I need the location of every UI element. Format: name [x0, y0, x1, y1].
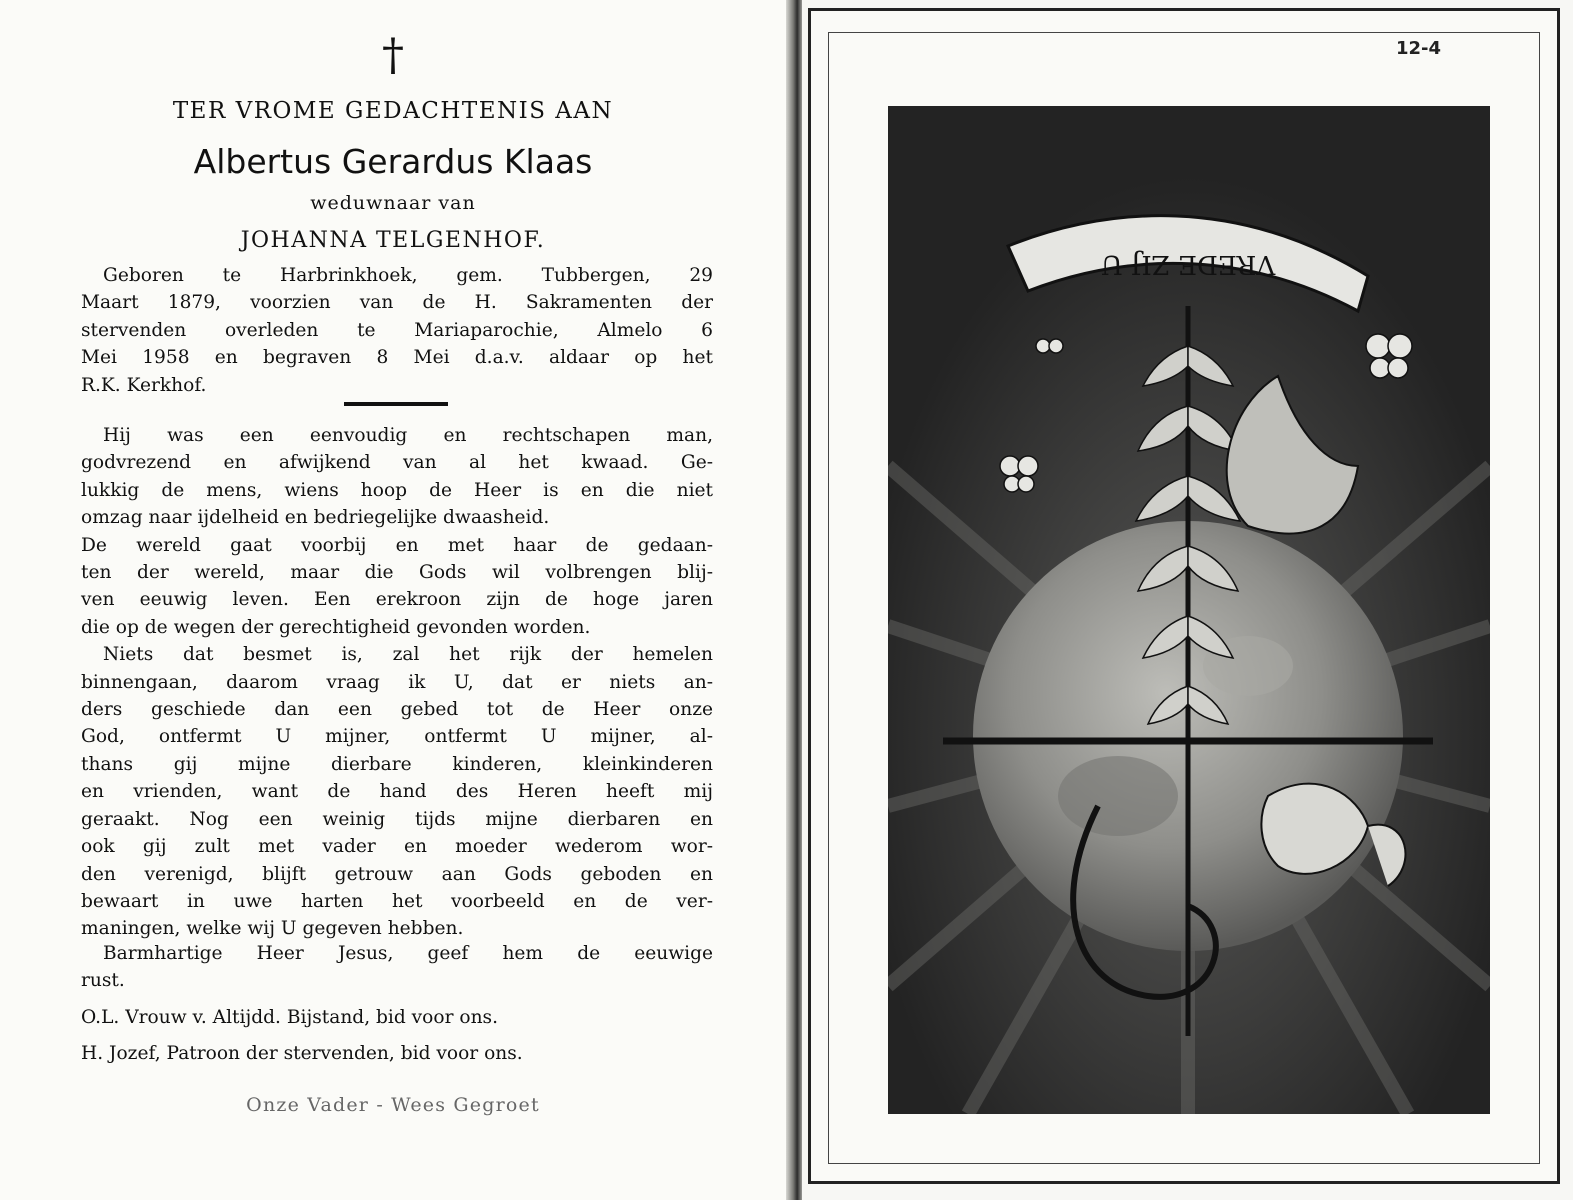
spouse-name: JOHANNA TELGENHOF.: [240, 228, 546, 253]
page-gutter: [786, 0, 802, 1200]
text-line: omzag naar ijdelheid en bedriegelijke dwaasheid.: [81, 507, 550, 529]
invocation-paragraph: [81, 940, 713, 995]
text-line: bewaart in uwe harten het voorbeeld en de ver-: [81, 890, 713, 912]
text-line: Niets dat besmet is, zal het rijk der hemelen: [103, 644, 713, 666]
text-line: geraakt. Nog een weinig tijds mijne dierbaren en: [81, 808, 713, 830]
cross-icon: †: [382, 30, 404, 81]
deceased-name: Albertus Gerardus Klaas: [193, 142, 593, 181]
biography-line: Mei 1958 en begraven 8 Mei d.a.v. aldaar op het: [81, 347, 713, 369]
text-line: ook gij zult met vader en moeder wederom wor-: [81, 836, 713, 858]
memorial-heading: TER VROME GEDACHTENIS AAN: [172, 98, 614, 124]
devotional-illustration: [888, 106, 1490, 1114]
text-line: ders geschiede dan een gebed tot de Heer onze: [81, 699, 713, 721]
text-line: den verenigd, blijft getrouw aan Gods geboden en: [81, 863, 713, 885]
closing-prayers: Onze Vader - Wees Gegroet: [246, 1094, 540, 1116]
plea-mary: [81, 1004, 713, 1031]
text-line: God, ontfermt U mijner, ontfermt U mijner, al-: [81, 726, 713, 748]
biography-line: R.K. Kerkhof.: [81, 374, 207, 396]
pencil-note: 12-4: [1396, 38, 1442, 59]
biography-line: stervenden overleden te Mariaparochie, Almelo 6: [81, 319, 713, 341]
text-line: die op de wegen der gerechtigheid gevonden worden.: [81, 616, 591, 638]
divider: [344, 402, 448, 406]
text-line: ven eeuwig leven. Een erekroon zijn de hoge jaren: [81, 589, 713, 611]
widower-of-label: weduwnaar van: [310, 192, 476, 214]
text-line: De wereld gaat voorbij en met haar de gedaan-: [81, 534, 713, 556]
biography-paragraph: [81, 262, 713, 399]
text-line: en vrienden, want de hand des Heren heeft mij: [81, 781, 713, 803]
reflection-text: [81, 422, 713, 943]
text-line: lukkig de mens, wiens hoop de Heer is en die niet: [81, 479, 713, 501]
invocation-line: rust.: [81, 970, 125, 992]
plea-joseph: [81, 1040, 713, 1067]
text-line: thans gij mijne dierbare kinderen, kleinkinderen: [81, 753, 713, 775]
plea-line: O.L. Vrouw v. Altijdd. Bijstand, bid voor ons.: [81, 1007, 498, 1028]
biography-line: Geboren te Harbrinkhoek, gem. Tubbergen, 29: [103, 265, 713, 286]
text-line: ten der wereld, maar die Gods wil volbrengen blij-: [81, 562, 713, 584]
moon-crater: [1058, 756, 1178, 836]
invocation-line: Barmhartige Heer Jesus, geef hem de eeuwige: [103, 943, 713, 964]
illustration-svg: [888, 106, 1490, 1114]
plea-line: H. Jozef, Patroon der stervenden, bid voor ons.: [81, 1043, 523, 1064]
banner-text: VREDE ZIJ U: [1100, 249, 1276, 279]
text-line: godvrezend en afwijkend van al het kwaad. Ge-: [81, 452, 713, 474]
biography-line: Maart 1879, voorzien van de H. Sakramenten der: [81, 292, 713, 314]
text-line: binnengaan, daarom vraag ik U, dat er niets an-: [81, 671, 713, 693]
text-line: Hij was een eenvoudig en rechtschapen man,: [103, 425, 713, 446]
text-line: maningen, welke wij U gegeven hebben.: [81, 918, 464, 940]
